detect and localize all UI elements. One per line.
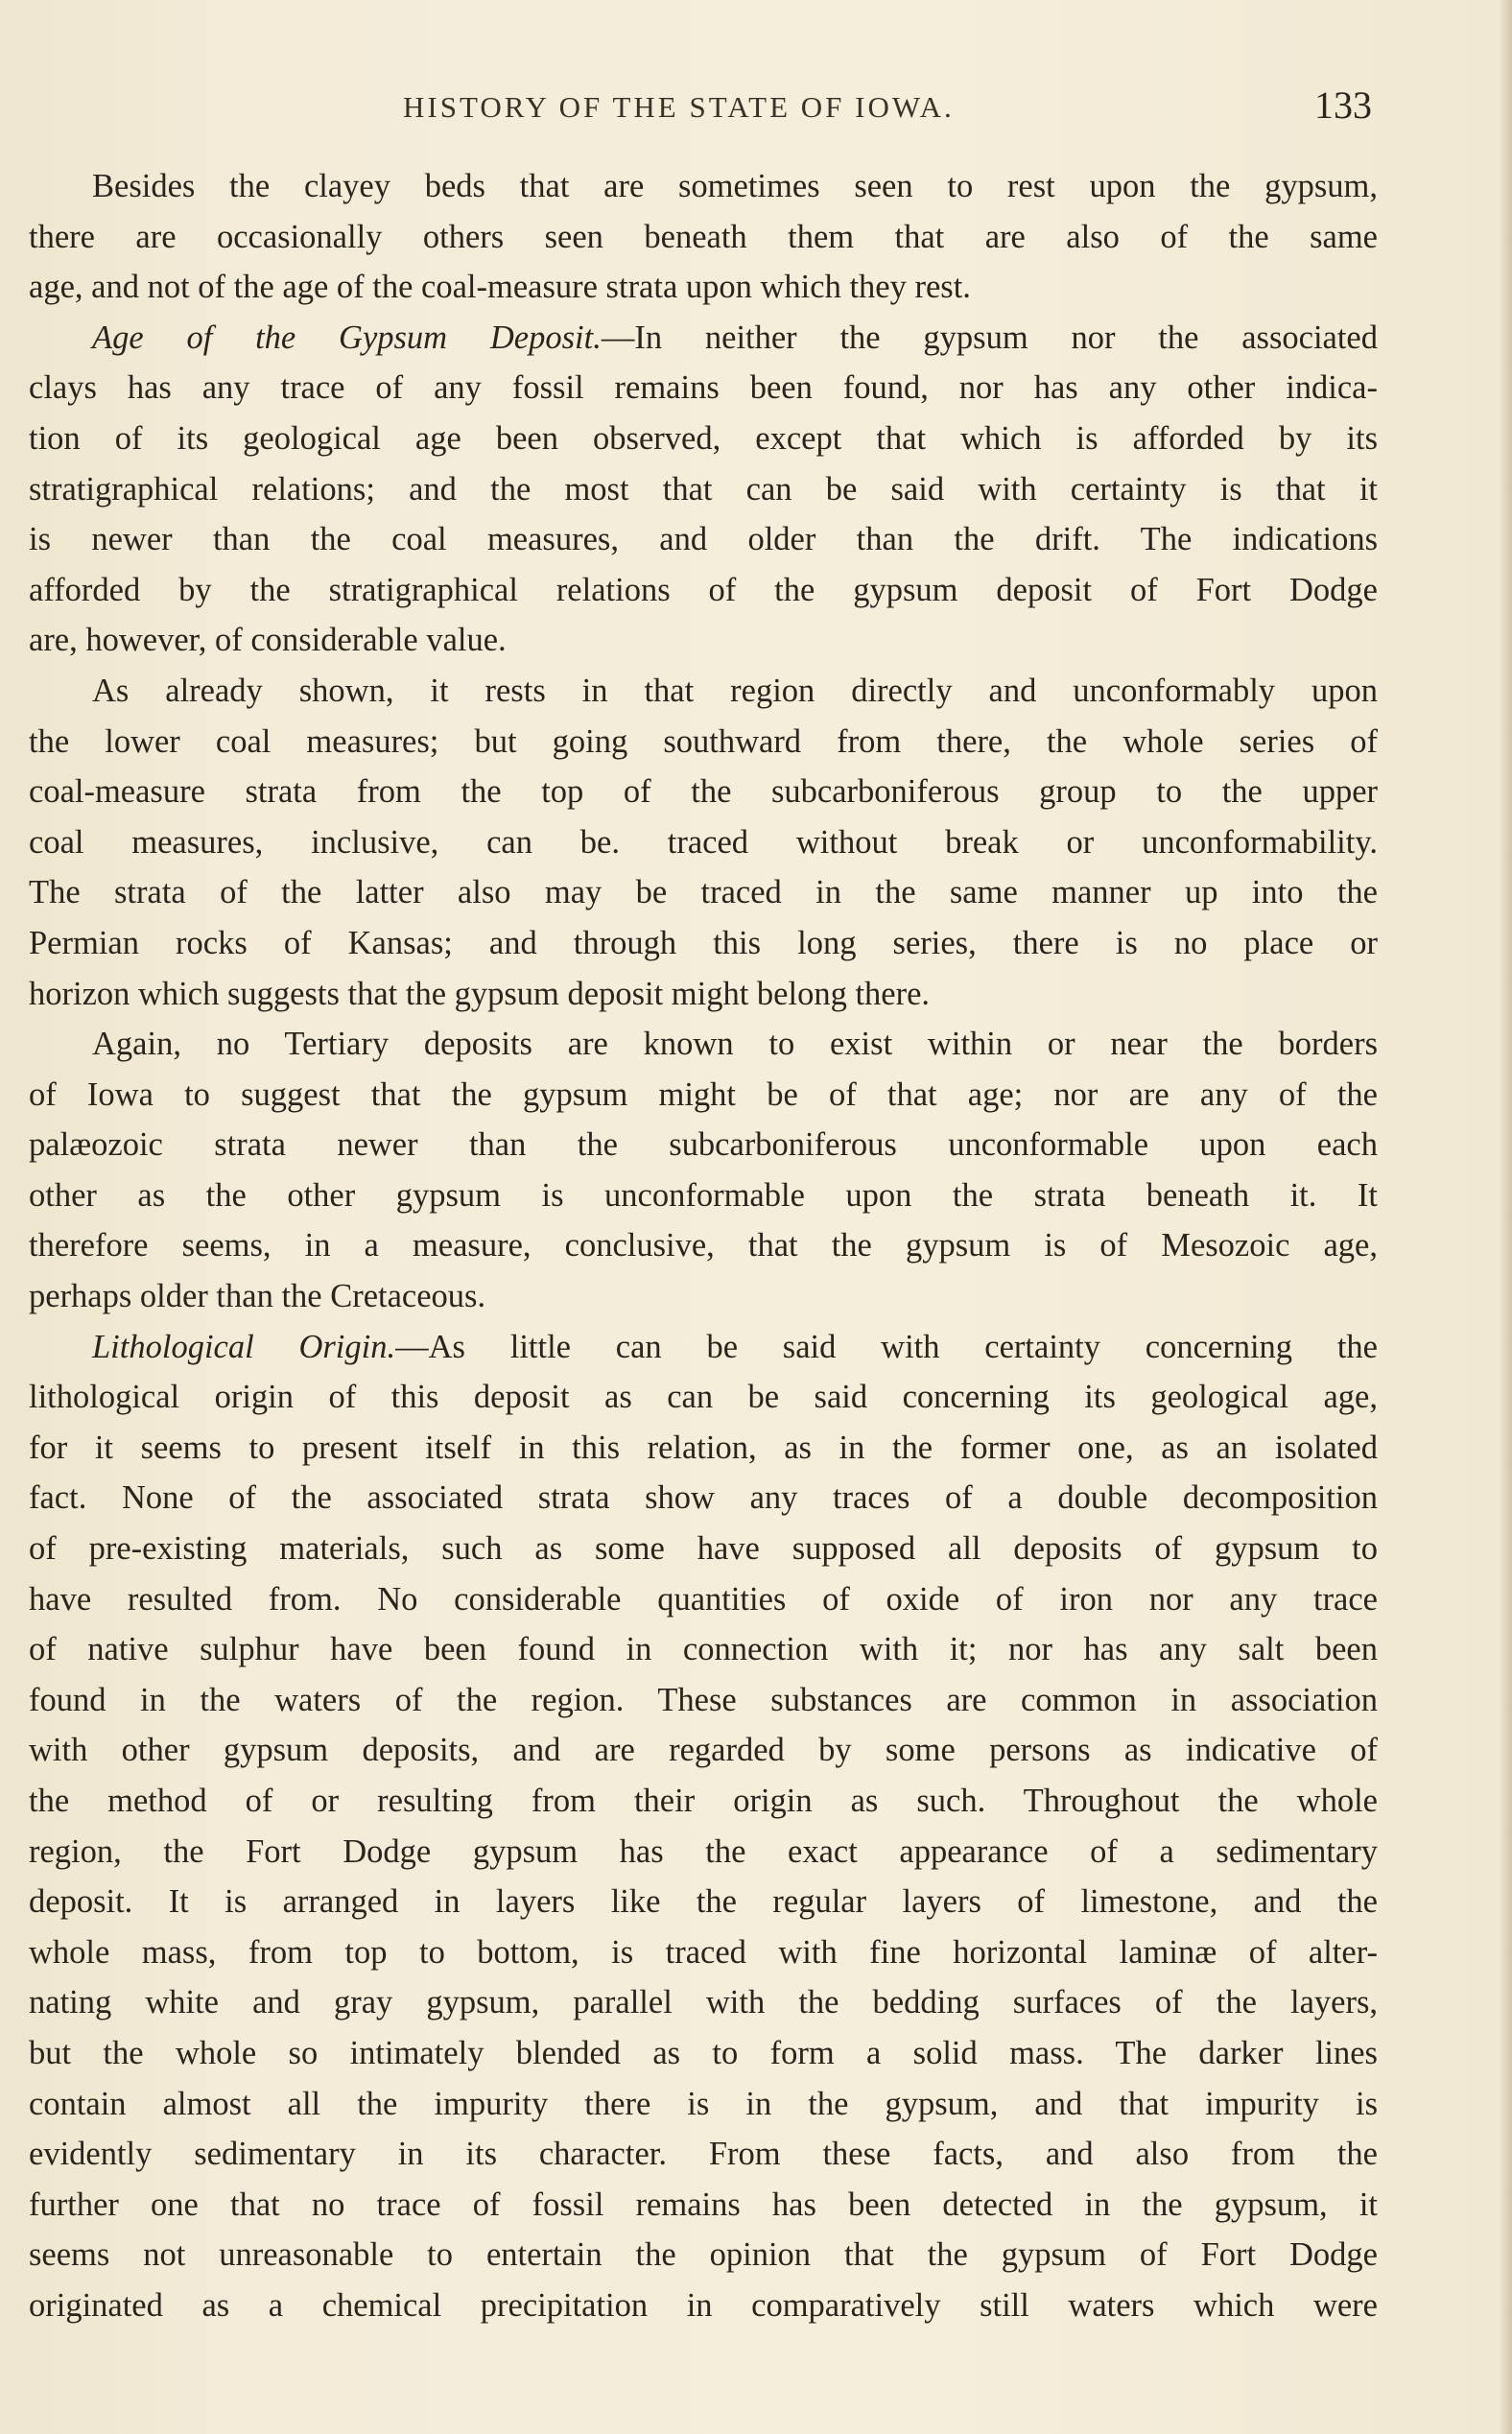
- text-line-continuation: —In neither the gypsum nor the associated: [601, 319, 1378, 356]
- text-line-continuation: —As little can be said with certainty concerning the: [395, 1328, 1378, 1365]
- paragraph: [29, 666, 1378, 1019]
- text-line: nating white and gray gypsum, parallel with the bedding surfaces of the layers,: [29, 1984, 1378, 2021]
- text-line: have resulted from. No considerable quantities of oxide of iron nor any trace: [29, 1580, 1378, 1618]
- text-line: horizon which suggests that the gypsum deposit might belong there.: [29, 975, 931, 1012]
- paragraph: [29, 1019, 1378, 1322]
- text-line: evidently sedimentary in its character. From these facts, and also from the: [29, 2136, 1378, 2173]
- text-line: Again, no Tertiary deposits are known to exist within or near the borders: [92, 1026, 1378, 1063]
- text-line: of pre-existing materials, such as some have supposed all deposits of gypsum to: [29, 1530, 1378, 1568]
- text-line: age, and not of the age of the coal-measure strata upon which they rest.: [29, 269, 971, 306]
- text-line: seems not unreasonable to entertain the opinion that the gypsum of Fort Dodge: [29, 2236, 1378, 2274]
- text-line: the lower coal measures; but going southward from there, the whole series of: [29, 722, 1378, 760]
- text-line: further one that no trace of fossil remains has been detected in the gypsum, it: [29, 2186, 1378, 2223]
- text-line: palæozoic strata newer than the subcarboniferous unconformable upon each: [29, 1126, 1378, 1164]
- text-line: coal-measure strata from the top of the subcarboniferous group to the upper: [29, 773, 1378, 811]
- page-header: [403, 79, 1372, 132]
- text-line: lithological origin of this deposit as can be said concerning its geological age,: [29, 1379, 1378, 1416]
- page-number: 133: [1314, 83, 1372, 127]
- text-line: [29, 1322, 1378, 1373]
- text-line: Besides the clayey beds that are sometimes seen to rest upon the gypsum,: [92, 168, 1378, 204]
- text-line: deposit. It is arranged in layers like the regular layers of limestone, and the: [29, 1883, 1378, 1921]
- text-line: for it seems to present itself in this relation, as in the former one, as an isolated: [29, 1429, 1378, 1466]
- section-heading: Lithological Origin.: [92, 1328, 396, 1365]
- page-edge-shadow: [1499, 0, 1512, 2434]
- text-line: there are occasionally others seen beneath them that are also of the same: [29, 218, 1378, 255]
- text-line: As already shown, it rests in that region directly and unconformably upon: [92, 672, 1378, 709]
- text-line: of Iowa to suggest that the gypsum might be of that age; nor are any of the: [29, 1075, 1378, 1113]
- text-line: the method of or resulting from their origin as such. Throughout the whole: [29, 1783, 1378, 1819]
- text-line: are, however, of considerable value.: [29, 622, 507, 659]
- text-line: contain almost all the impurity there is in the gypsum, and that impurity is: [29, 2085, 1378, 2122]
- text-line: therefore seems, in a measure, conclusive, that the gypsum is of Mesozoic age,: [29, 1227, 1378, 1264]
- text-line: is newer than the coal measures, and older than the drift. The indications: [29, 521, 1378, 558]
- paragraph: [29, 161, 1378, 313]
- text-line: but the whole so intimately blended as to form a solid mass. The darker lines: [29, 2034, 1378, 2071]
- body-text: [29, 161, 1378, 2331]
- text-line: clays has any trace of any fossil remains been found, nor has any other indica-: [29, 369, 1378, 407]
- text-line: perhaps older than the Cretaceous.: [29, 1278, 486, 1315]
- text-line: The strata of the latter also may be traced in the same manner up into the: [29, 874, 1378, 911]
- text-line: coal measures, inclusive, can be. traced without break or unconformability.: [29, 823, 1378, 861]
- text-line: region, the Fort Dodge gypsum has the exact appearance of a sedimentary: [29, 1832, 1378, 1870]
- text-line: stratigraphical relations; and the most that can be said with certainty is that it: [29, 470, 1378, 508]
- text-line: whole mass, from top to bottom, is traced with fine horizontal laminæ of alter-: [29, 1933, 1378, 1971]
- running-head: HISTORY OF THE STATE OF IOWA.: [403, 90, 955, 124]
- text-line: Permian rocks of Kansas; and through this long series, there is no place or: [29, 924, 1378, 961]
- paragraph: [29, 313, 1378, 666]
- text-line: originated as a chemical precipitation in comparatively still waters which were: [29, 2286, 1378, 2324]
- text-line: afforded by the stratigraphical relations of the gypsum deposit of Fort Dodge: [29, 571, 1378, 608]
- text-line: tion of its geological age been observed, except that which is afforded by its: [29, 419, 1378, 457]
- text-line: other as the other gypsum is unconformable upon the strata beneath it. It: [29, 1176, 1378, 1214]
- text-line: with other gypsum deposits, and are regarded by some persons as indicative of: [29, 1732, 1378, 1769]
- text-line: found in the waters of the region. These substances are common in association: [29, 1681, 1378, 1718]
- section-heading: Age of the Gypsum Deposit.: [92, 319, 602, 356]
- text-line: of native sulphur have been found in connection with it; nor has any salt been: [29, 1631, 1378, 1668]
- text-line: fact. None of the associated strata show any traces of a double decomposition: [29, 1479, 1378, 1517]
- paragraph: [29, 1322, 1378, 2331]
- text-line: [29, 313, 1378, 364]
